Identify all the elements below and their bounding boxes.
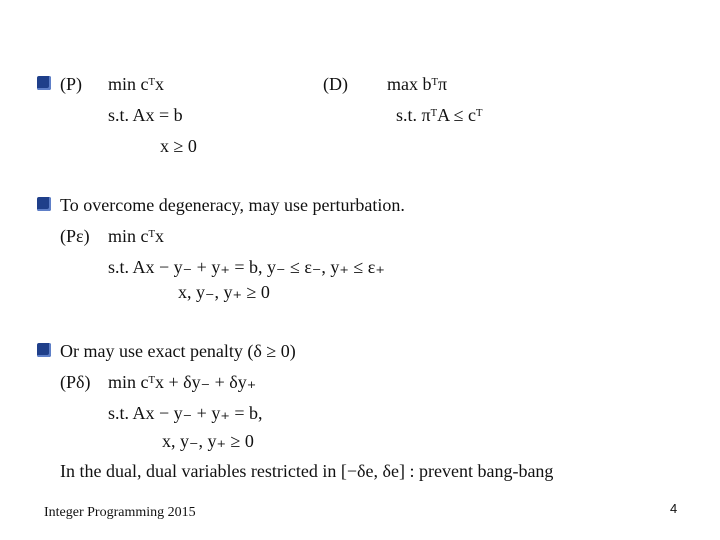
primal-constraint-1: s.t. Ax = b — [108, 105, 183, 125]
bullet-1-icon — [37, 76, 51, 90]
dual-note: In the dual, dual variables restricted in [−δe, δe] : prevent bang-bang — [60, 461, 554, 481]
penalty-objective: min cᵀx + δy₋ + δy₊ — [108, 372, 257, 392]
perturbed-objective: min cᵀx — [108, 226, 165, 246]
perturbed-constraint-1: s.t. Ax − y₋ + y₊ = b, y₋ ≤ ε₋, y₊ ≤ ε₊ — [108, 257, 385, 277]
dual-constraint-1: s.t. πᵀA ≤ cᵀ — [396, 105, 483, 125]
footer-course: Integer Programming 2015 — [44, 505, 196, 520]
page-number: 4 — [670, 501, 678, 516]
primal-label: (P) — [60, 74, 82, 94]
penalty-constraint-1: s.t. Ax − y₋ + y₊ = b, — [108, 403, 263, 423]
bullet-3-icon — [37, 343, 51, 357]
penalty-problem-label: (Pδ) — [60, 372, 91, 392]
perturbed-constraint-2: x, y₋, y₊ ≥ 0 — [178, 282, 270, 302]
dual-objective: max bᵀπ — [387, 74, 448, 94]
penalty-bullet-text: Or may use exact penalty (δ ≥ 0) — [60, 341, 296, 361]
bullet-2-icon — [37, 197, 51, 211]
dual-label: (D) — [323, 74, 348, 94]
penalty-constraint-2: x, y₋, y₊ ≥ 0 — [162, 431, 254, 451]
perturbed-problem-label: (Pε) — [60, 226, 90, 246]
perturbation-bullet-text: To overcome degeneracy, may use perturbation. — [60, 195, 405, 215]
primal-constraint-2: x ≥ 0 — [160, 136, 197, 156]
primal-objective: min cᵀx — [108, 74, 165, 94]
